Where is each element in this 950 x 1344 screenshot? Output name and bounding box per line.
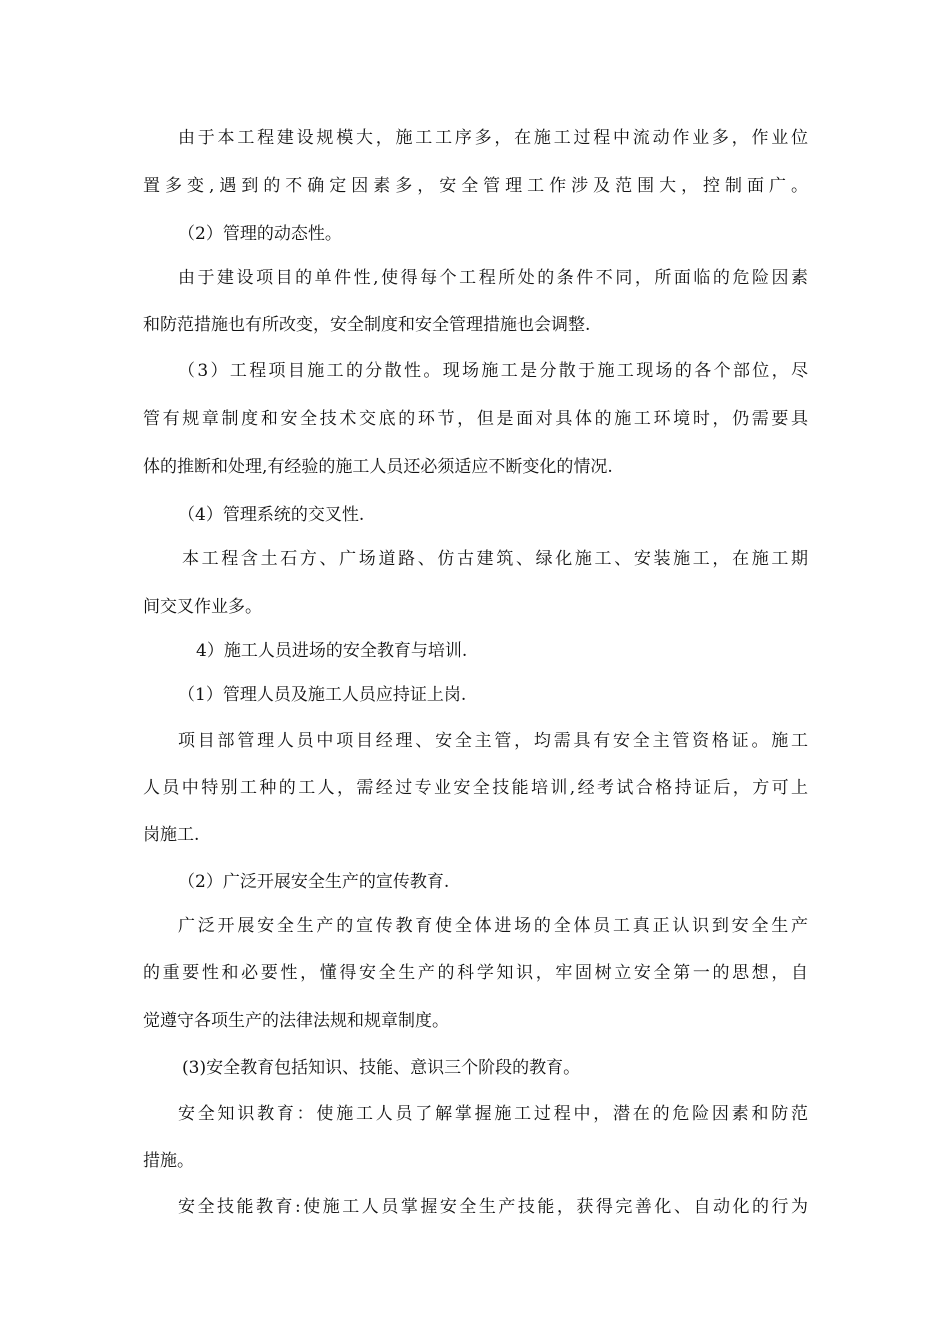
text-line: （1）管理人员及施工人员应持证上岗. (178, 685, 467, 705)
text-line: 由于本工程建设规模大，施工工序多，在施工过程中流动作业多，作业位 (178, 128, 808, 148)
text-line: （2）广泛开展安全生产的宣传教育. (178, 872, 450, 892)
text-line: (3)安全教育包括知识、技能、意识三个阶段的教育。 (182, 1058, 581, 1078)
text-line: 体的推断和处理,有经验的施工人员还必须适应不断变化的情况. (143, 457, 613, 477)
text-line: 措施。 (143, 1151, 194, 1171)
text-line: 广泛开展安全生产的宣传教育使全体进场的全体员工真正认识到安全生产 (178, 916, 808, 936)
text-line: 间交叉作业多。 (143, 597, 262, 617)
text-line: 觉遵守各项生产的法律法规和规章制度。 (143, 1011, 449, 1031)
text-line: 置多变,遇到的不确定因素多，安全管理工作涉及范围大，控制面广。 (143, 176, 808, 196)
text-line: 由于建设项目的单件性,使得每个工程所处的条件不同，所面临的危险因素 (178, 268, 808, 288)
text-line: 岗施工. (143, 825, 200, 845)
text-line: 项目部管理人员中项目经理、安全主管，均需具有安全主管资格证。施工 (178, 731, 808, 751)
text-line: 人员中特别工种的工人，需经过专业安全技能培训,经考试合格持证后，方可上 (143, 778, 808, 798)
text-line: （3）工程项目施工的分散性。现场施工是分散于施工现场的各个部位，尽 (178, 361, 808, 381)
text-line: 管有规章制度和安全技术交底的环节，但是面对具体的施工环境时，仍需要具 (143, 409, 808, 429)
text-line: 4）施工人员进场的安全教育与培训. (196, 641, 468, 661)
text-line: （2）管理的动态性。 (178, 224, 342, 244)
text-line: 本工程含土石方、广场道路、仿古建筑、绿化施工、安装施工，在施工期 (182, 549, 808, 569)
text-line: 和防范措施也有所改变，安全制度和安全管理措施也会调整. (143, 315, 591, 335)
text-line: （4）管理系统的交叉性. (178, 505, 365, 525)
text-line: 安全知识教育：使施工人员了解掌握施工过程中，潜在的危险因素和防范 (178, 1104, 808, 1124)
text-line: 安全技能教育:使施工人员掌握安全生产技能，获得完善化、自动化的行为 (178, 1197, 808, 1217)
text-line: 的重要性和必要性，懂得安全生产的科学知识，牢固树立安全第一的思想，自 (143, 963, 808, 983)
